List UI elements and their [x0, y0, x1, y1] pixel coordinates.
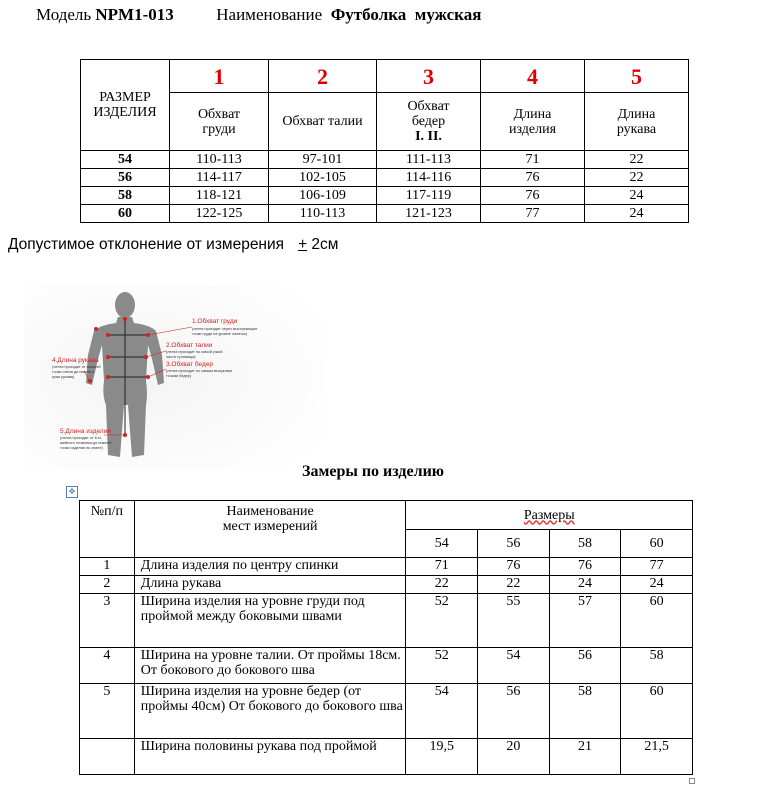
- label-length-text: (лента проходит от 6-го: [60, 436, 102, 440]
- plus-minus-sign: +: [298, 236, 308, 253]
- cell: 54: [406, 684, 478, 739]
- cell: 77: [481, 205, 585, 223]
- table-row: [80, 739, 693, 775]
- column-label-waist: Обхват талии: [269, 93, 377, 151]
- row-index: 4: [80, 648, 135, 684]
- col-sizes-header: [406, 501, 693, 530]
- end-of-table-marker: [689, 778, 695, 784]
- cell: 117-119: [377, 187, 481, 205]
- cell: 114-117: [170, 169, 269, 187]
- cell: 77: [621, 558, 693, 576]
- measurements-title: Замеры по изделию: [302, 463, 445, 480]
- row-name: Ширина изделия на уровне бедер (от проймы 40см) От бокового до бокового шва: [134, 684, 406, 739]
- column-label-hips: [377, 93, 481, 151]
- cell: 102-105: [269, 169, 377, 187]
- cell: 22: [478, 576, 550, 594]
- label-sleeve-text: точки плеча до нижнего: [52, 370, 94, 374]
- label-waist-text: части туловища): [166, 355, 196, 359]
- col-name-line2: мест измерений: [222, 519, 318, 534]
- size-value: 56: [81, 169, 170, 187]
- cell: 24: [621, 576, 693, 594]
- cell: 71: [481, 151, 585, 169]
- column-number-5: 5: [585, 60, 689, 93]
- label-length-text: шейного позвонка до нижней: [60, 441, 112, 445]
- model-label: Модель: [36, 5, 92, 24]
- cell: 52: [406, 648, 478, 684]
- column-label-sleeve: Длина рукава: [585, 93, 689, 151]
- table-row: [80, 594, 693, 648]
- cell: 71: [406, 558, 478, 576]
- product-name: Футболка мужская: [330, 5, 482, 24]
- hips-label: Обхват бедер: [407, 99, 450, 129]
- label-sleeve-text: края рукава): [52, 375, 75, 379]
- cell: 52: [406, 594, 478, 648]
- label-waist-title: 2.Обхват талии: [166, 342, 213, 349]
- size-col-header: 58: [549, 530, 621, 558]
- row-index: [80, 739, 135, 775]
- cell: 110-113: [170, 151, 269, 169]
- label-sleeve-title: 4.Длина рукава: [52, 357, 99, 364]
- cell: 60: [621, 684, 693, 739]
- table-row: [81, 169, 689, 187]
- label-waist-text: (лента проходит по самой узкой: [166, 350, 223, 354]
- column-number-2: 2: [269, 60, 377, 93]
- size-value: 54: [81, 151, 170, 169]
- label-chest-title: 1.Обхват груди: [192, 318, 238, 325]
- row-name: Длина изделия по центру спинки: [134, 558, 406, 576]
- column-number-3: 3: [377, 60, 481, 93]
- cell: 56: [478, 684, 550, 739]
- cell: 121-123: [377, 205, 481, 223]
- cell: 22: [585, 169, 689, 187]
- cell: 22: [585, 151, 689, 169]
- row-index: 5: [80, 684, 135, 739]
- cell: 60: [621, 594, 693, 648]
- label-sleeve-text: (лента проходит от высшей: [52, 365, 101, 369]
- cell: 76: [549, 558, 621, 576]
- cell: 24: [585, 187, 689, 205]
- label-chest-text: (лента проходит через выступающие: [192, 327, 258, 331]
- cell: 19,5: [406, 739, 478, 775]
- label-chest-text: точки груди на уровне лопаток): [192, 332, 247, 336]
- cell: 111-113: [377, 151, 481, 169]
- table-row: [80, 558, 693, 576]
- document-header: [36, 5, 481, 25]
- sizes-label: Размеры: [523, 507, 575, 523]
- column-number-4: 4: [481, 60, 585, 93]
- cell: 106-109: [269, 187, 377, 205]
- table-row: [80, 684, 693, 739]
- cell: 97-101: [269, 151, 377, 169]
- row-index: 2: [80, 576, 135, 594]
- row-name: Ширина половины рукава под проймой: [134, 739, 406, 775]
- table-row: [81, 205, 689, 223]
- table-row: [80, 576, 693, 594]
- cell: 76: [481, 169, 585, 187]
- cell: 20: [478, 739, 550, 775]
- cell: 118-121: [170, 187, 269, 205]
- cell: 57: [549, 594, 621, 648]
- label-hips-text: (лента проходит по самым выпуклым: [166, 369, 232, 373]
- column-label-length: Длина изделия: [481, 93, 585, 151]
- cell: 114-116: [377, 169, 481, 187]
- row-name: Длина рукава: [134, 576, 406, 594]
- column-number-1: 1: [170, 60, 269, 93]
- hips-sublabel: I. II.: [415, 129, 442, 144]
- cell: 24: [585, 205, 689, 223]
- row-index: 1: [80, 558, 135, 576]
- column-label-chest: Обхват груди: [170, 93, 269, 151]
- tolerance-value: 2см: [307, 236, 339, 253]
- cell: 55: [478, 594, 550, 648]
- name-label: Наименование: [216, 5, 323, 24]
- tolerance-note: [8, 236, 338, 254]
- size-chart-table: [80, 59, 689, 223]
- size-col-header: 54: [406, 530, 478, 558]
- cell: 54: [478, 648, 550, 684]
- row-index: 3: [80, 594, 135, 648]
- label-hips-text: точкам бедер): [166, 374, 192, 378]
- cell: 76: [478, 558, 550, 576]
- cell: 122-125: [170, 205, 269, 223]
- cell: 58: [621, 648, 693, 684]
- label-length-text: точки изделия по спине): [60, 446, 103, 450]
- table-row: [80, 648, 693, 684]
- cell: 22: [406, 576, 478, 594]
- size-value: 60: [81, 205, 170, 223]
- col-name-header: [134, 501, 406, 558]
- measurement-figure: [24, 285, 324, 470]
- tolerance-text: Допустимое отклонение от измерения: [8, 236, 285, 253]
- col-name-line1: Наименование: [226, 504, 314, 519]
- cell: 21: [549, 739, 621, 775]
- label-length-title: 5.Длина изделия: [60, 428, 111, 435]
- table-row: [81, 187, 689, 205]
- cell: 24: [549, 576, 621, 594]
- size-header-cell: РАЗМЕР ИЗДЕЛИЯ: [81, 60, 170, 151]
- cell: 110-113: [269, 205, 377, 223]
- size-col-header: 56: [478, 530, 550, 558]
- label-hips-title: 3.Обхват бедер: [166, 361, 214, 368]
- size-col-header: 60: [621, 530, 693, 558]
- row-name: Ширина на уровне талии. От проймы 18см. От бокового до бокового шва: [134, 648, 406, 684]
- col-number-header: №п/п: [80, 501, 135, 558]
- cell: 58: [549, 684, 621, 739]
- measurements-table: [79, 500, 693, 775]
- model-code: NPM1-013: [95, 5, 174, 24]
- size-value: 58: [81, 187, 170, 205]
- cell: 56: [549, 648, 621, 684]
- cell: 76: [481, 187, 585, 205]
- row-name: Ширина изделия на уровне груди под проймой между боковыми швами: [134, 594, 406, 648]
- table-move-handle-icon[interactable]: ✥: [66, 486, 78, 498]
- cell: 21,5: [621, 739, 693, 775]
- table-row: [81, 151, 689, 169]
